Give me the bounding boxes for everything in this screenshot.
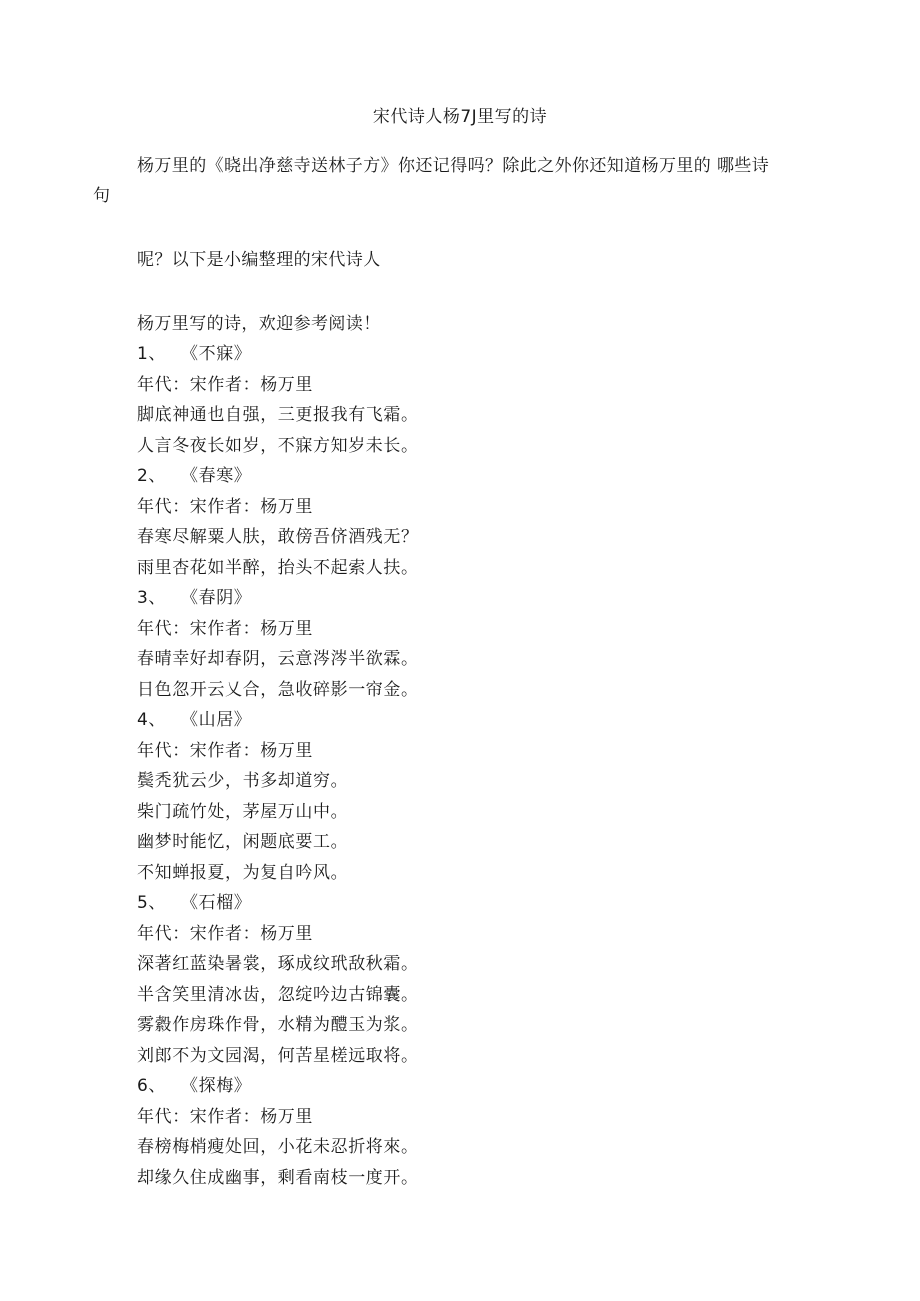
poem-line: 刘郎不为文园渴，何苦星槎远取将。 [137,1045,419,1066]
poem-number: 5、 [137,893,167,913]
poem-line: 半含笑里清冰齿，忽绽吟边古锦囊。 [137,984,419,1005]
poem-line: 鬓秃犹云少，书多却道穷。 [137,771,349,791]
poem-line: 春晴幸好却春阴，云意涔涔半欲霖。 [137,649,419,669]
poem-meta: 年代：宋作者：杨万里 [137,923,313,944]
poem-line: 日色忽开云乂合，急收碎影一帘金。 [137,679,419,700]
poem-line: 雾縠作房珠作骨，水精为醴玉为浆。 [137,1015,419,1035]
poem-meta: 年代：宋作者：杨万里 [137,740,313,761]
poem-heading [137,342,837,373]
poem-line: 却缘久住成幽事，剩看南枝一度开。 [137,1167,419,1188]
poem-number: 3、 [137,588,167,608]
poem-line: 柴门疏竹处，茅屋万山中。 [137,801,349,822]
intro-line: 杨万里的《晓出净慈寺送林子方》你还记得吗？除此之外你还知道杨万里的 哪些诗 [137,156,770,176]
poem-title: 《春寒》 [181,466,252,486]
poem-number: 1、 [137,344,167,364]
poem-heading [137,586,837,617]
poem-list [137,342,837,1196]
intro-line: 呢？以下是小编整理的宋代诗人 [137,250,381,270]
poem-title: 《春阴》 [181,588,252,608]
poem-title: 《山居》 [181,710,252,730]
page-title: 宋代诗人杨7J里写的诗 [372,107,548,127]
poem-line: 春寒尽解粟人肤，敢傍吾侪酒残无？ [137,527,419,547]
poem-line: 不知蝉报夏，为复自吟风。 [137,862,349,883]
poem-title: 《探梅》 [181,1076,252,1096]
intro-line: 句 [93,186,110,206]
poem-title: 《石榴》 [181,893,252,913]
poem-line: 幽梦时能忆，闲题底要工。 [137,832,349,852]
poem-line: 雨里杏花如半醉，抬头不起索人扶。 [137,557,419,578]
poem-line: 春榜梅梢瘦处回，小花未忍折将來。 [137,1137,419,1157]
poem-line: 深著红蓝染暑裳，琢成纹玳敌秋霜。 [137,954,419,974]
poem-line: 脚底神通也自强，三更报我有飞霜。 [137,405,419,425]
poem-meta: 年代：宋作者：杨万里 [137,618,313,639]
poem-heading [137,708,837,739]
poem-heading [137,891,837,922]
poem-meta: 年代：宋作者：杨万里 [137,374,313,395]
poem-number: 6、 [137,1076,167,1096]
poem-number: 4、 [137,710,167,730]
poem-meta: 年代：宋作者：杨万里 [137,1106,313,1127]
poem-line: 人言冬夜长如岁，不寐方知岁未长。 [137,435,419,456]
poem-title: 《不寐》 [181,344,252,364]
poem-meta: 年代：宋作者：杨万里 [137,496,313,517]
intro-line: 杨万里写的诗，欢迎参考阅读！ [137,314,381,334]
poem-heading [137,1074,837,1105]
poem-heading [137,464,837,495]
poem-number: 2、 [137,466,167,486]
